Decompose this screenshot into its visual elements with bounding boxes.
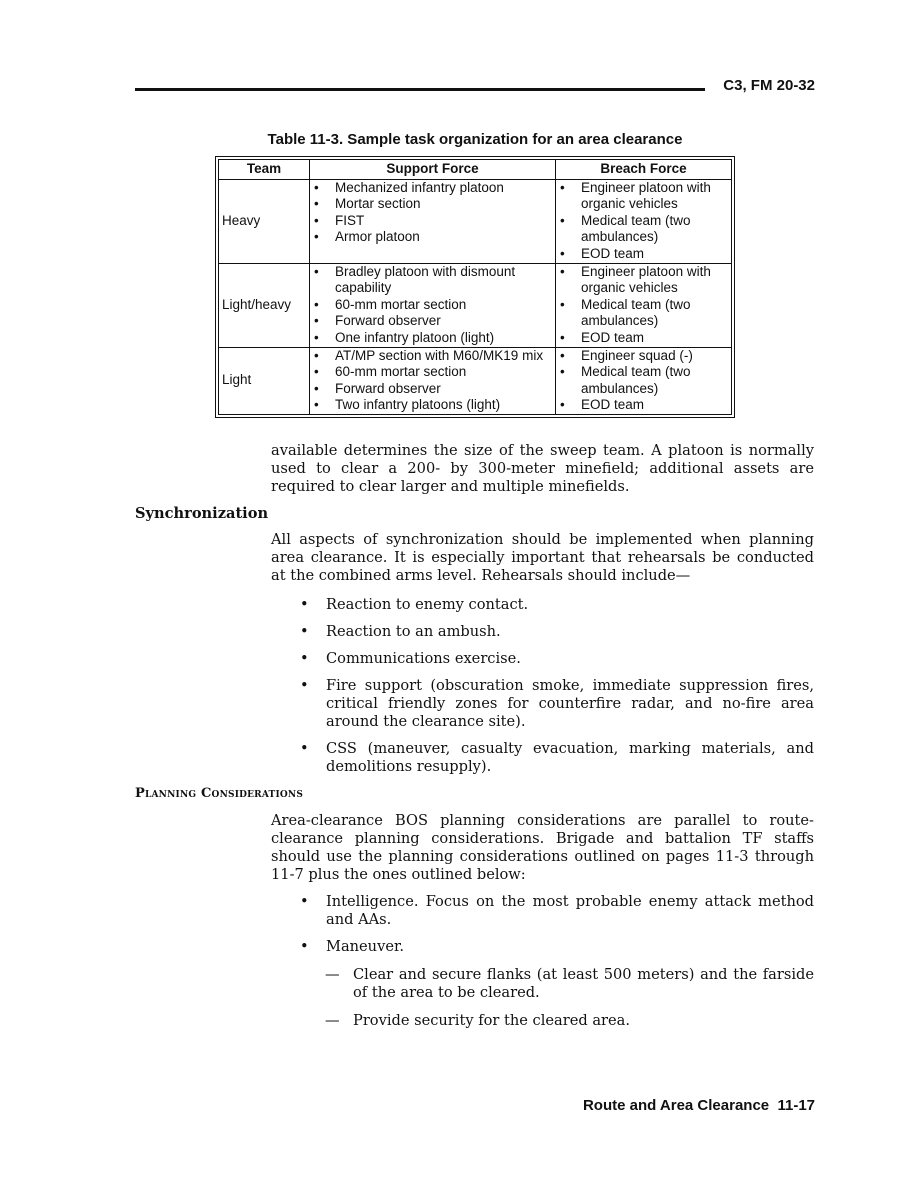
list-item: • Medical team (two ambulances)	[559, 364, 728, 397]
dash-text: Provide security for the cleared area.	[353, 1012, 630, 1029]
dash-marker: —	[325, 1012, 340, 1029]
breach-cell	[556, 179, 732, 263]
bullet-marker: •	[300, 677, 309, 694]
list-item: • EOD team	[559, 330, 728, 347]
bullet-text: Intelligence. Focus on the most probable enemy attack method and AAs.	[326, 893, 814, 928]
footer-page-label: Route and Area Clearance 11-17	[582, 1097, 815, 1114]
bullet-text: Fire support (obscuration smoke, immediate suppression fires, critical friendly zones for counterfire radar, and no-fire area around the clearance site).	[326, 677, 814, 730]
bullet-marker: •	[300, 650, 309, 667]
paragraph-synchronization: All aspects of synchronization should be implemented when planning area clearance. It is especially important that rehearsals be conducted at the combined arms level. Rehearsals should include—	[271, 531, 814, 584]
header-label: C3, FM 20-32	[723, 77, 815, 94]
bullet-marker: •	[300, 938, 309, 955]
list-item: • Forward observer	[313, 381, 552, 398]
support-cell	[310, 179, 556, 263]
table-row	[219, 263, 732, 347]
column-header-support-force: Support Force	[310, 160, 556, 180]
column-header-team: Team	[219, 160, 310, 180]
breach-cell	[556, 347, 732, 414]
list-item: • EOD team	[559, 246, 728, 263]
list-item: • Bradley platoon with dismount capability	[313, 264, 552, 297]
dash-marker: —	[325, 966, 340, 983]
team-cell: Light/heavy	[219, 263, 310, 347]
list-item: • Medical team (two ambulances)	[559, 213, 728, 246]
list-item	[300, 740, 814, 776]
table-header-row	[219, 160, 732, 180]
list-item	[300, 677, 814, 731]
paragraph-sweep-team: available determines the size of the sweep team. A platoon is normally used to clear a 200- by 300-meter minefield; additional assets are required to clear larger and multiple minefields.	[271, 442, 814, 495]
list-item: • FIST	[313, 213, 552, 230]
list-item	[300, 596, 814, 614]
bullet-text: Maneuver.	[326, 938, 404, 955]
bullet-marker: •	[300, 740, 309, 757]
list-item: • Mechanized infantry platoon	[313, 180, 552, 197]
list-item: • Mortar section	[313, 196, 552, 213]
list-item	[325, 1012, 814, 1030]
dash-text: Clear and secure flanks (at least 500 meters) and the farside of the area to be cleared.	[353, 966, 814, 1001]
table-row	[219, 179, 732, 263]
team-cell: Light	[219, 347, 310, 414]
table-title: Table 11-3. Sample task organization for an area clearance	[267, 131, 683, 148]
list-item: • Engineer platoon with organic vehicles	[559, 264, 728, 297]
list-item	[300, 650, 814, 668]
list-item: • AT/MP section with M60/MK19 mix	[313, 348, 552, 365]
table-row	[219, 347, 732, 414]
section-heading-planning-considerations: Planning Considerations	[135, 786, 304, 801]
header-rule	[135, 88, 705, 91]
bullet-marker: •	[300, 596, 309, 613]
section-heading-synchronization: Synchronization	[135, 505, 269, 522]
list-item: • EOD team	[559, 397, 728, 414]
bullet-marker: •	[300, 623, 309, 640]
bullet-text: Reaction to an ambush.	[326, 623, 501, 640]
list-item	[300, 623, 814, 641]
column-header-breach-force: Breach Force	[556, 160, 732, 180]
bullet-text: CSS (maneuver, casualty evacuation, marking materials, and demolitions resupply).	[326, 740, 814, 775]
bullet-text: Communications exercise.	[326, 650, 521, 667]
task-organization-table	[215, 156, 735, 418]
list-item: • Engineer squad (-)	[559, 348, 728, 365]
support-cell	[310, 347, 556, 414]
paragraph-planning-considerations: Area-clearance BOS planning considerations are parallel to route-clearance planning considerations. Brigade and battalion TF staffs should use the planning considerations outlined on pages 11-3 through 11-7 plus the ones outlined below:	[271, 812, 814, 883]
list-item: • Medical team (two ambulances)	[559, 297, 728, 330]
list-item	[300, 938, 814, 956]
list-item: • Two infantry platoons (light)	[313, 397, 552, 414]
list-item: • Armor platoon	[313, 229, 552, 246]
list-item	[300, 893, 814, 929]
list-item: • Engineer platoon with organic vehicles	[559, 180, 728, 213]
list-item	[325, 966, 814, 1002]
team-cell: Heavy	[219, 179, 310, 263]
list-item: • 60-mm mortar section	[313, 364, 552, 381]
list-item: • 60-mm mortar section	[313, 297, 552, 314]
list-item: • Forward observer	[313, 313, 552, 330]
list-item: • One infantry platoon (light)	[313, 330, 552, 347]
support-cell	[310, 263, 556, 347]
bullet-text: Reaction to enemy contact.	[326, 596, 529, 613]
breach-cell	[556, 263, 732, 347]
bullet-marker: •	[300, 893, 309, 910]
